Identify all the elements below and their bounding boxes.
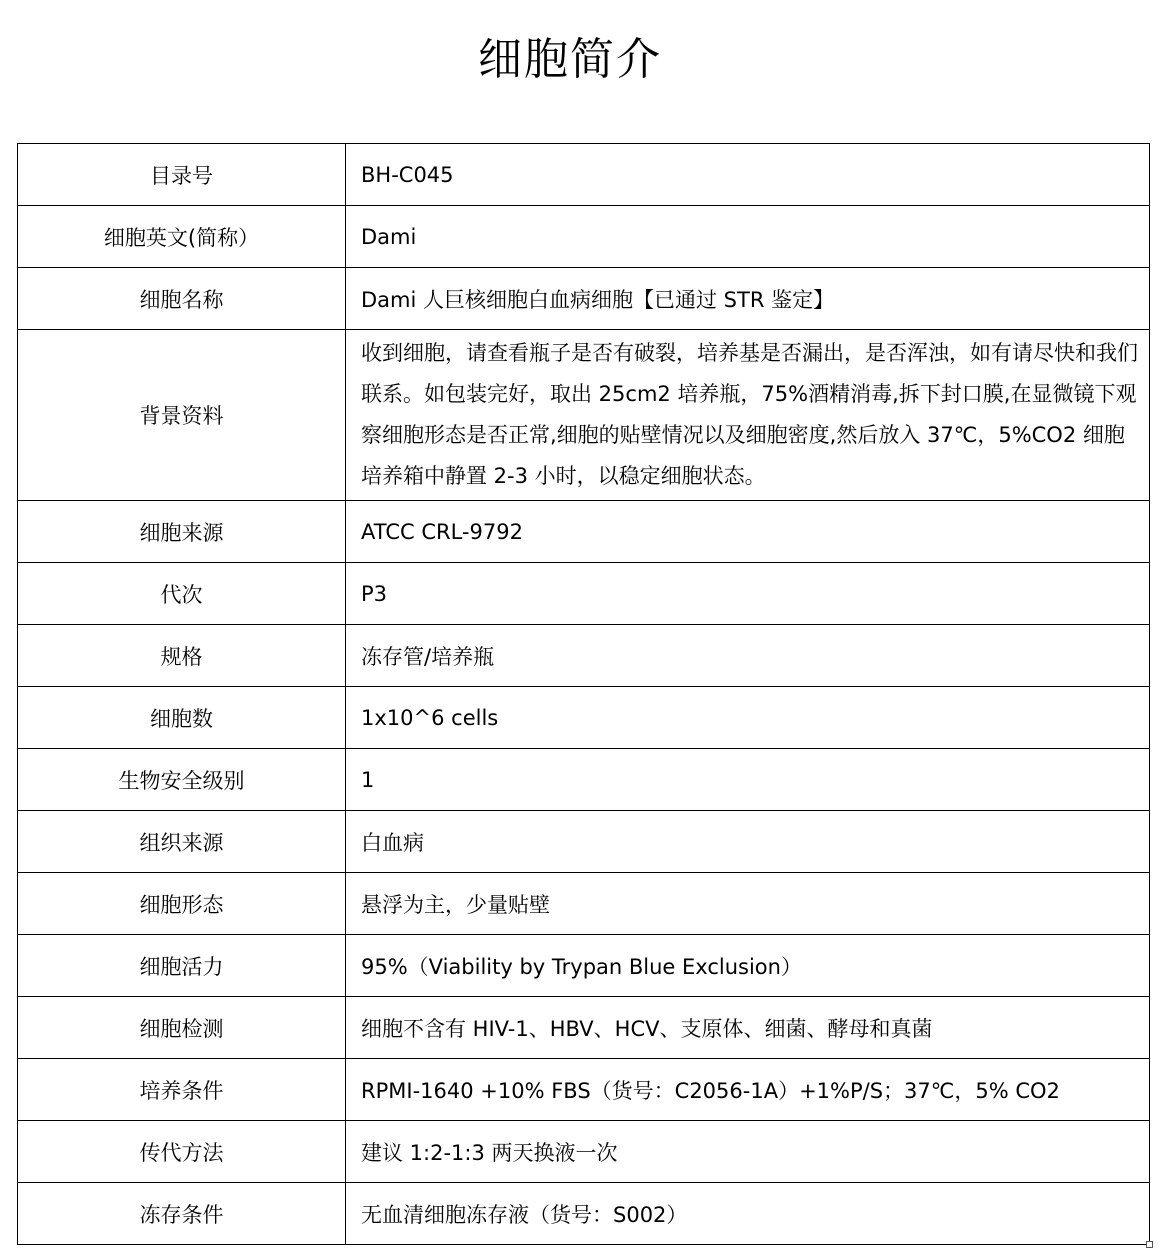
- row-value: 1: [346, 749, 1150, 811]
- table-row-viability: [18, 935, 1150, 997]
- row-label: 细胞检测: [18, 997, 346, 1059]
- row-value-paragraph: 收到细胞，请查看瓶子是否有破裂，培养基是否漏出，是否浑浊，如有请尽快和我们联系。如包装完好，取出 25cm2 培养瓶，75%酒精消毒,拆下封口膜,在显微镜下观察细胞形态是否正常,细胞的贴壁情况以及细胞密度,然后放入 37℃，5%CO2 细胞培养箱中静置 2-3 小时，以稳定细胞状态。: [346, 330, 1150, 501]
- row-label: 细胞名称: [18, 268, 346, 330]
- row-label: 生物安全级别: [18, 749, 346, 811]
- row-label: 冻存条件: [18, 1183, 346, 1245]
- table-row-cell-source: [18, 501, 1150, 563]
- table-resize-handle[interactable]: [1146, 1241, 1153, 1248]
- table-row-background: [18, 330, 1150, 501]
- row-value: 悬浮为主，少量贴壁: [346, 873, 1150, 935]
- row-value: Dami: [346, 206, 1150, 268]
- row-value: 1x10^6 cells: [346, 687, 1150, 749]
- row-value: 95%（Viability by Trypan Blue Exclusion）: [346, 935, 1150, 997]
- table-row-cryopreservation: [18, 1183, 1150, 1245]
- cell-info-table: [17, 143, 1150, 1245]
- row-label: 代次: [18, 563, 346, 625]
- row-value: 细胞不含有 HIV-1、HBV、HCV、支原体、细菌、酵母和真菌: [346, 997, 1150, 1059]
- row-value: 无血清细胞冻存液（货号：S002）: [346, 1183, 1150, 1245]
- row-value: 白血病: [346, 811, 1150, 873]
- row-value: BH-C045: [346, 144, 1150, 206]
- row-label: 细胞英文(简称）: [18, 206, 346, 268]
- row-value: RPMI-1640 +10% FBS（货号：C2056-1A）+1%P/S；37℃，5% CO2: [346, 1059, 1150, 1121]
- table-row-cell-name: [18, 268, 1150, 330]
- row-label: 细胞数: [18, 687, 346, 749]
- table-row-biosafety-level: [18, 749, 1150, 811]
- row-label: 目录号: [18, 144, 346, 206]
- table-row-english-name: [18, 206, 1150, 268]
- table-row-detection: [18, 997, 1150, 1059]
- row-label: 培养条件: [18, 1059, 346, 1121]
- table-row-catalog-number: [18, 144, 1150, 206]
- table-row-tissue-source: [18, 811, 1150, 873]
- table-row-specification: [18, 625, 1150, 687]
- row-label: 细胞活力: [18, 935, 346, 997]
- row-value: 冻存管/培养瓶: [346, 625, 1150, 687]
- row-label: 组织来源: [18, 811, 346, 873]
- row-label: 细胞来源: [18, 501, 346, 563]
- row-value: P3: [346, 563, 1150, 625]
- row-value: Dami 人巨核细胞白血病细胞【已通过 STR 鉴定】: [346, 268, 1150, 330]
- document-title: 细胞简介: [478, 34, 662, 85]
- row-label: 细胞形态: [18, 873, 346, 935]
- table-row-culture-conditions: [18, 1059, 1150, 1121]
- table-row-cell-count: [18, 687, 1150, 749]
- row-label: 传代方法: [18, 1121, 346, 1183]
- table-row-passage-method: [18, 1121, 1150, 1183]
- table-row-passage: [18, 563, 1150, 625]
- table-row-morphology: [18, 873, 1150, 935]
- row-value: ATCC CRL-9792: [346, 501, 1150, 563]
- row-value: 建议 1:2-1:3 两天换液一次: [346, 1121, 1150, 1183]
- row-label: 背景资料: [18, 330, 346, 501]
- row-label: 规格: [18, 625, 346, 687]
